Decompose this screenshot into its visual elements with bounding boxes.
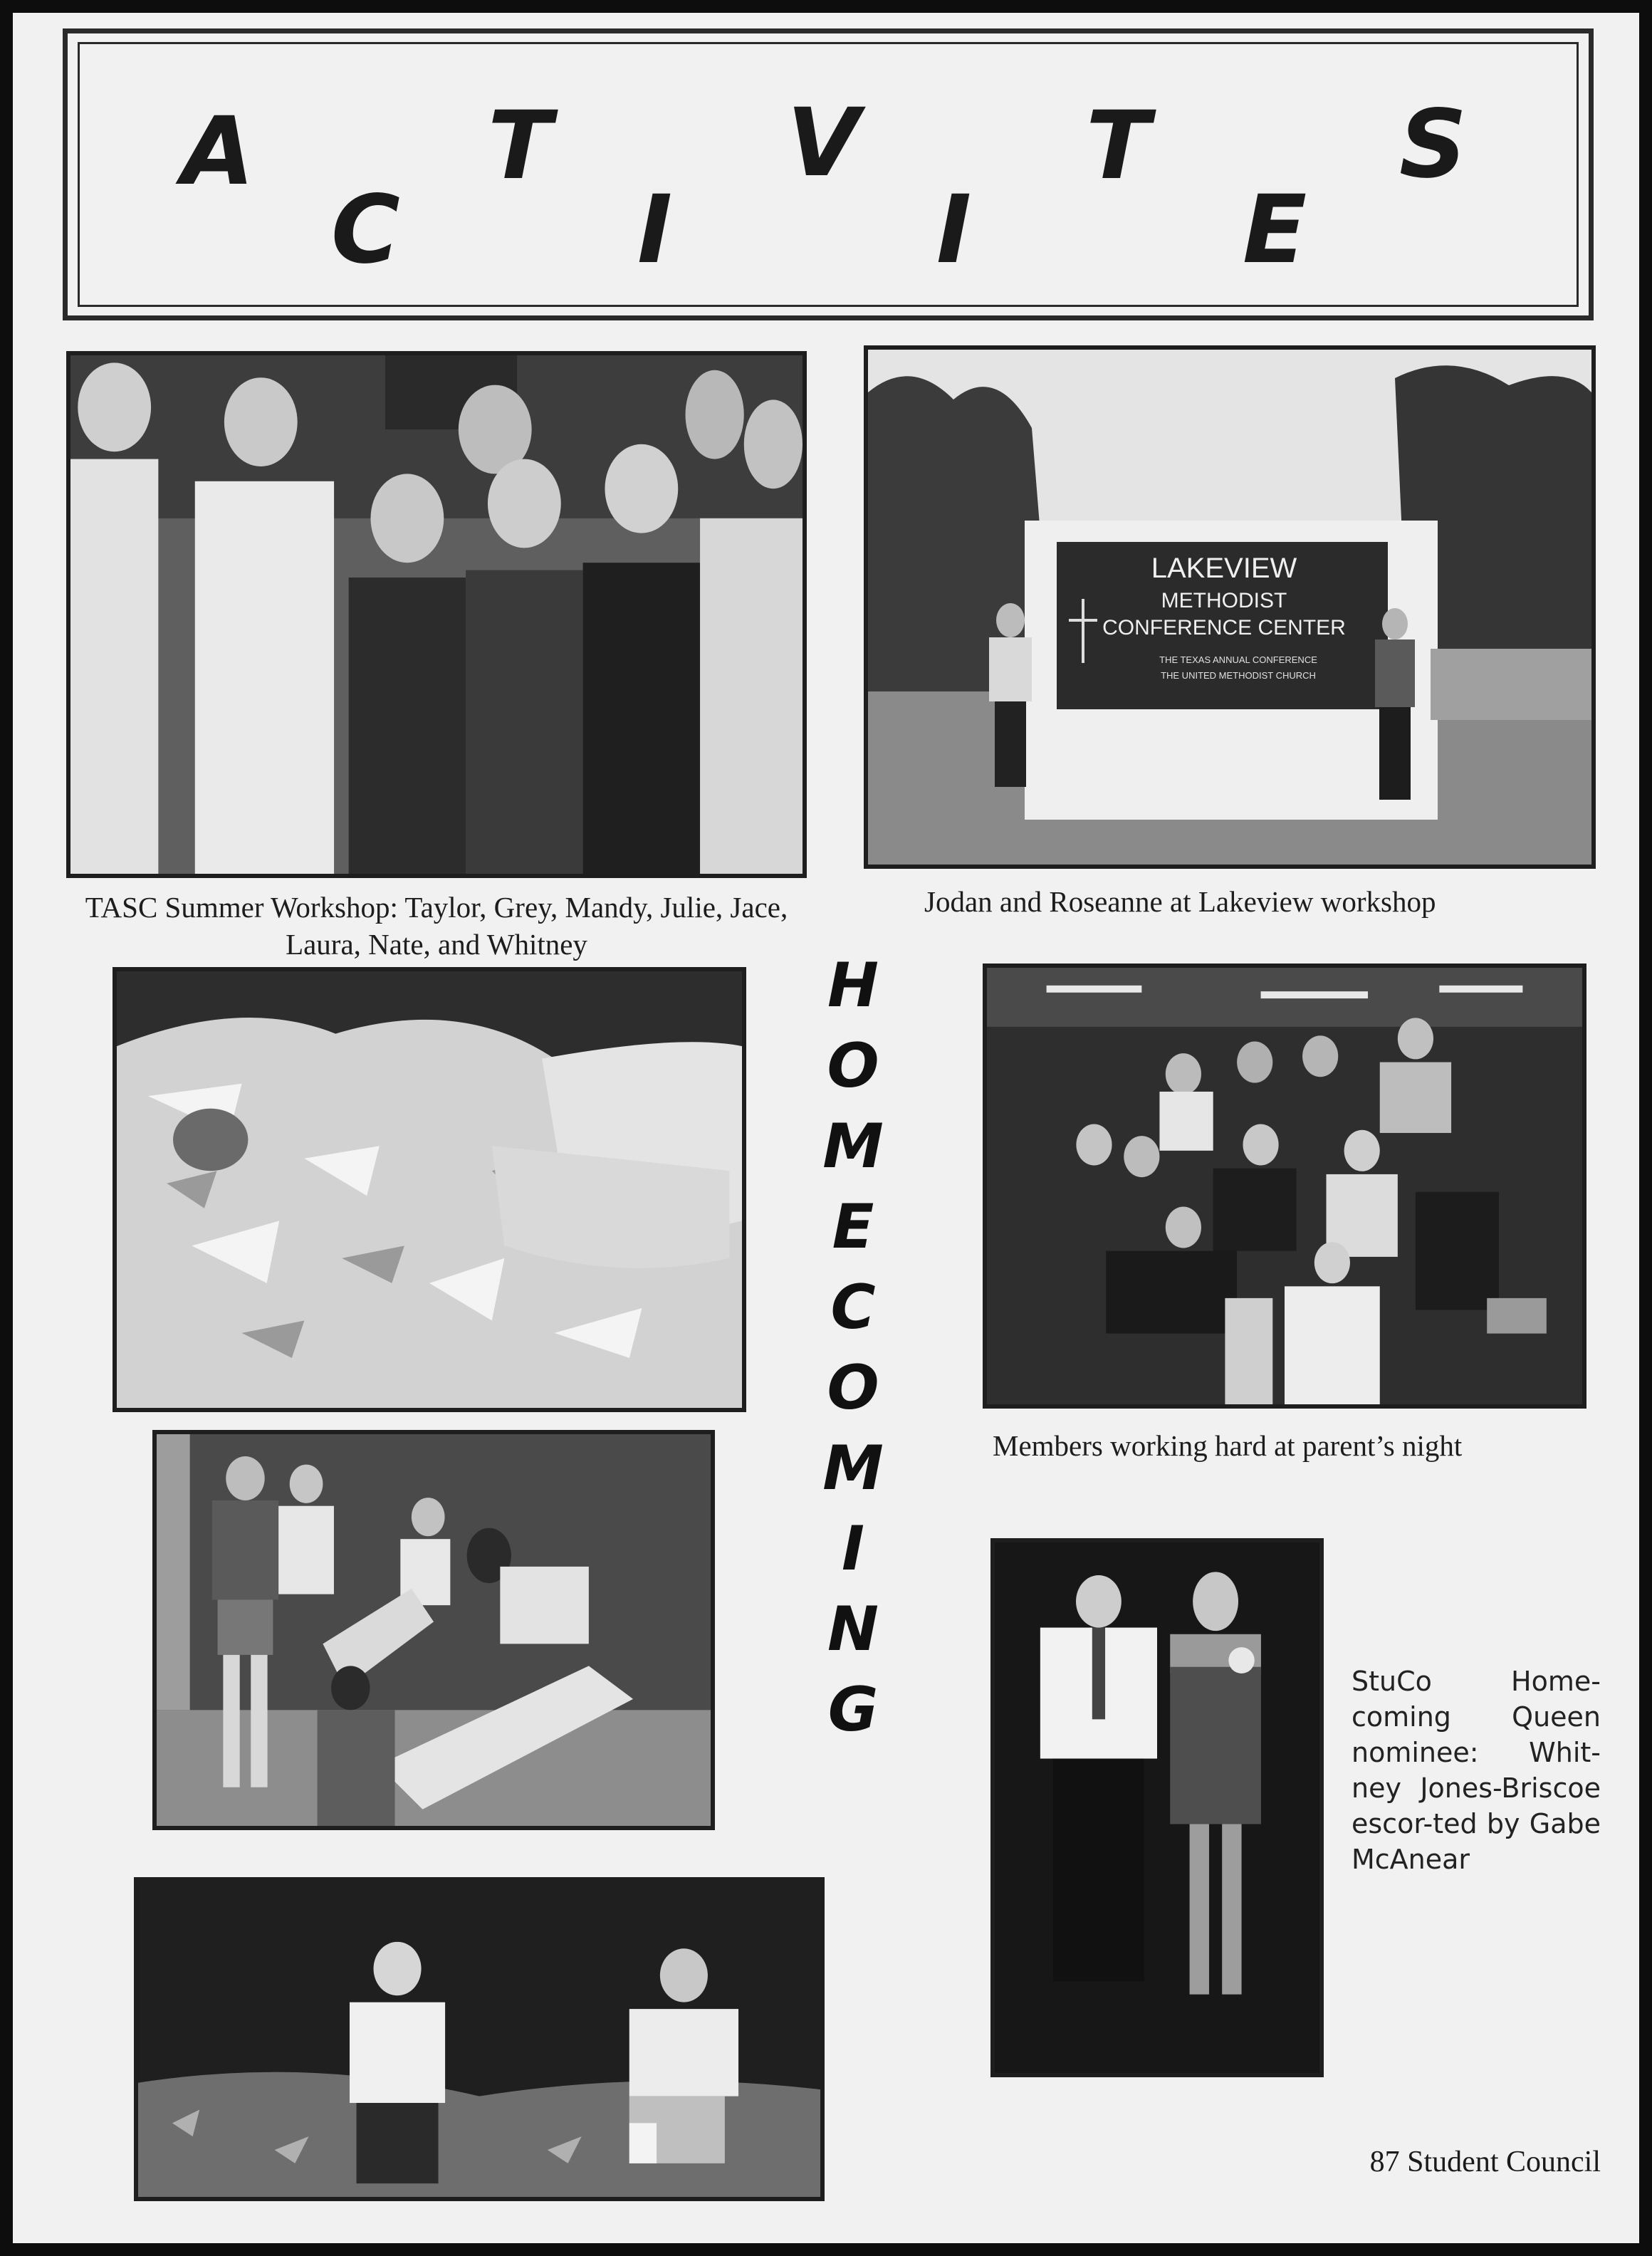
tasc-caption: TASC Summer Workshop: Taylor, Grey, Mandy, Julie, Jace, Laura, Nate, and Whitney	[85, 891, 788, 961]
leaves-photo	[134, 1877, 825, 2201]
sign-line: METHODIST	[1161, 589, 1287, 612]
homecoming-letter: E	[832, 1191, 874, 1263]
title-frame	[63, 28, 1594, 320]
tasc-group-photo	[66, 351, 807, 878]
title-letter: C	[331, 175, 400, 285]
title-letter: A	[182, 97, 255, 207]
lakeview-caption: Jodan and Roseanne at Lakeview workshop	[924, 885, 1436, 918]
lakeview-sign-photo	[864, 345, 1596, 869]
title-letter: T	[488, 91, 553, 201]
page-folio: 87 Student Council	[1369, 2146, 1601, 2178]
homecoming-letter: N	[827, 1594, 879, 1665]
sign-small-line: THE TEXAS ANNUAL CONFERENCE	[1159, 654, 1317, 665]
title-letter: S	[1399, 90, 1468, 199]
nominee-photo	[990, 1538, 1324, 2077]
homecoming-letter: G	[827, 1674, 879, 1745]
homecoming-letter: C	[830, 1272, 876, 1343]
paper-pile-photo	[113, 967, 746, 1412]
homecoming-letter: H	[827, 950, 879, 1021]
nominee-caption: StuCo Home-coming Queen nominee: Whit-ney Jones-Briscoe escor-ted by Gabe McAnear	[1352, 1666, 1601, 1875]
homecoming-letter: O	[827, 1030, 879, 1102]
homecoming-letter: M	[822, 1111, 884, 1182]
title-letter: E	[1243, 175, 1307, 285]
yearbook-page	[13, 13, 1639, 2243]
title-letter: T	[1086, 91, 1151, 201]
title-letter: I	[637, 175, 673, 285]
homecoming-letter: I	[842, 1513, 864, 1584]
sign-line: CONFERENCE CENTER	[1102, 616, 1346, 639]
homecoming-letter: O	[827, 1352, 879, 1424]
members-caption: Members working hard at parent’s night	[993, 1429, 1463, 1462]
float-building-photo	[152, 1430, 715, 1830]
sign-small-line: THE UNITED METHODIST CHURCH	[1161, 670, 1316, 681]
members-photo	[983, 964, 1586, 1409]
sign-line: LAKEVIEW	[1151, 553, 1297, 584]
title-letter: V	[787, 88, 860, 198]
homecoming-letter: M	[822, 1433, 884, 1504]
title-letter: I	[936, 175, 972, 285]
homecoming-vertical-title	[796, 946, 910, 1750]
